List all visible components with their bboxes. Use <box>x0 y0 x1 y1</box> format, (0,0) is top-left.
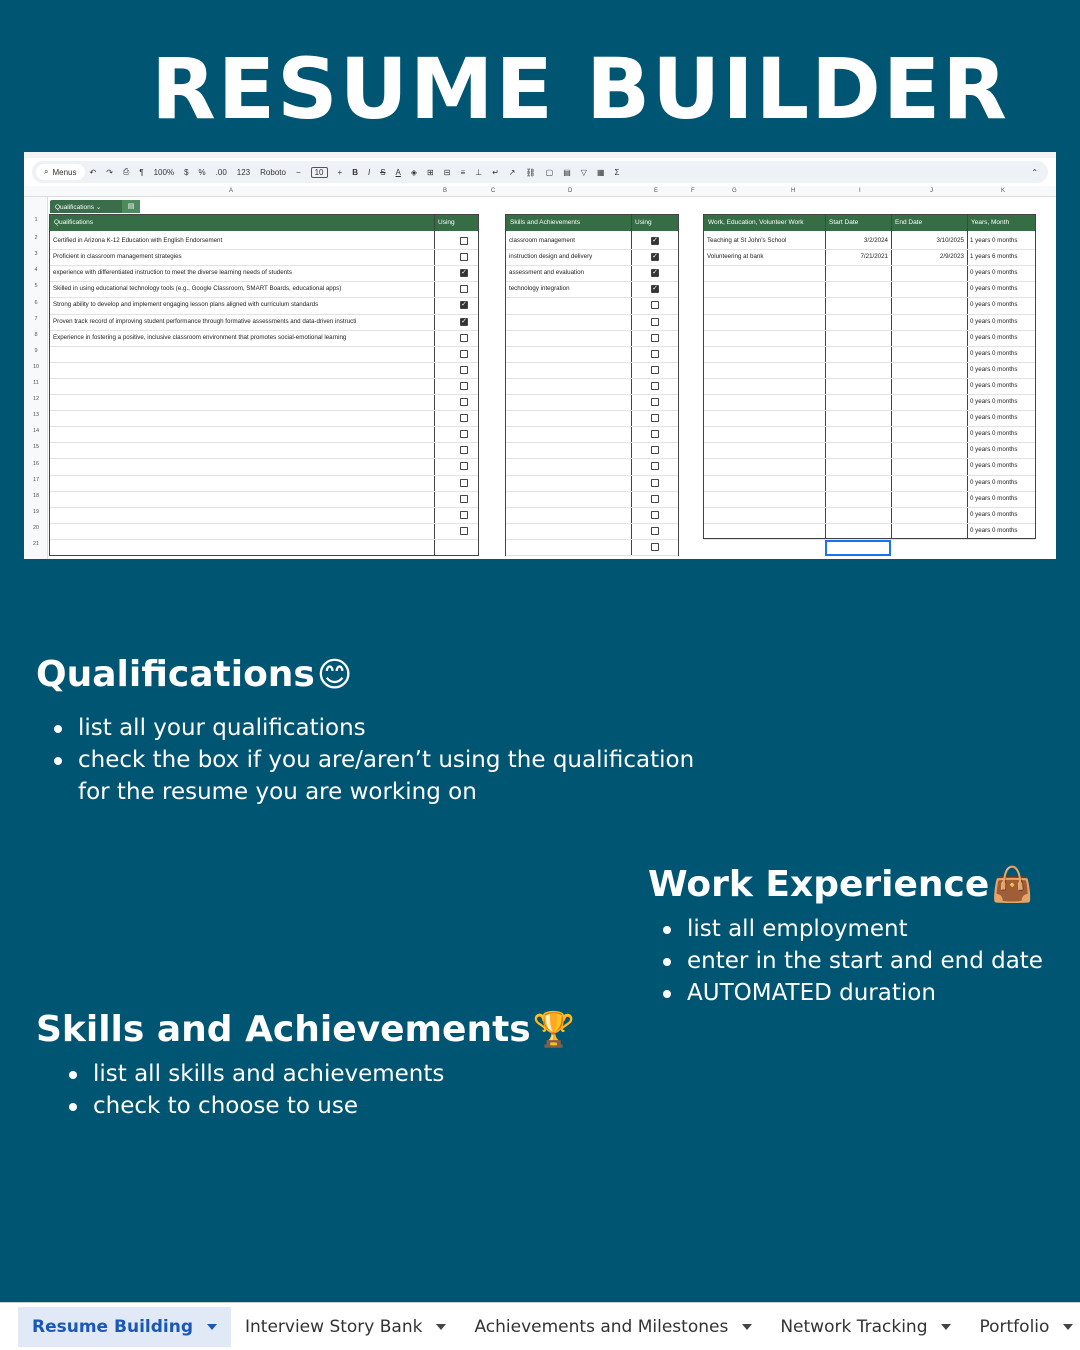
align-icon[interactable]: ≡ <box>460 167 466 177</box>
qualifications-cell[interactable]: Proficient in classroom management strategies <box>53 253 182 261</box>
work-cell[interactable]: 1 years 0 months <box>970 237 1018 244</box>
row-divider <box>506 330 678 331</box>
text-color-button[interactable]: A <box>395 167 401 177</box>
using-checkbox[interactable] <box>651 462 659 470</box>
search-menus[interactable] <box>36 164 85 180</box>
row-header[interactable]: 3 <box>34 251 38 258</box>
row-header[interactable]: 8 <box>34 331 38 338</box>
list-item: list all skills and achievements <box>67 1058 587 1090</box>
row-divider <box>506 523 678 524</box>
row-divider <box>506 426 678 427</box>
font-size-input[interactable]: 10 <box>311 167 328 178</box>
duration-cell[interactable]: 0 years 0 months <box>970 398 1018 405</box>
paint-format-icon[interactable]: ¶ <box>139 167 144 177</box>
duration-cell[interactable]: 0 years 0 months <box>970 349 1018 357</box>
row-divider <box>50 314 478 315</box>
column-header[interactable]: J <box>930 188 933 194</box>
duration-cell[interactable]: 0 years 0 months <box>970 494 1018 502</box>
row-divider <box>506 442 678 443</box>
using-checkbox[interactable] <box>651 334 659 342</box>
qualifications-cell[interactable]: Certified in Arizona K-12 Education with English Endorsement <box>53 237 223 244</box>
tab-interview-story-bank[interactable] <box>231 1307 460 1347</box>
using-checkbox[interactable] <box>460 495 468 503</box>
filter-views-icon[interactable]: ▦ <box>596 167 605 177</box>
work-header[interactable]: Start Date <box>825 215 891 231</box>
row-divider <box>506 249 678 250</box>
work-table <box>703 214 1036 539</box>
row-header[interactable]: 16 <box>32 460 40 467</box>
work-cell[interactable]: 2/9/2023 <box>939 253 964 261</box>
using-checkbox[interactable] <box>651 414 659 422</box>
work-header[interactable]: Work, Education, Volunteer Work <box>704 215 825 231</box>
row-divider <box>506 378 678 379</box>
row-divider <box>704 491 1035 492</box>
row-headers <box>24 197 48 559</box>
table-menu-icon[interactable]: ▤ <box>122 200 140 213</box>
row-divider <box>50 426 478 427</box>
using-checkbox[interactable] <box>460 366 468 374</box>
redo-icon[interactable]: ↷ <box>106 167 113 177</box>
work-header[interactable]: End Date <box>891 215 967 231</box>
row-divider <box>506 362 678 363</box>
row-divider <box>506 475 678 476</box>
row-header[interactable]: 20 <box>32 524 40 531</box>
column-header[interactable]: D <box>568 188 573 194</box>
tab-resume-building[interactable] <box>18 1307 231 1347</box>
row-header[interactable]: 11 <box>33 380 39 386</box>
row-header[interactable]: 4 <box>34 267 38 274</box>
tab-label: Interview Story Bank <box>245 1316 423 1337</box>
row-header[interactable]: 18 <box>32 492 40 499</box>
duration-cell[interactable]: 0 years 0 months <box>970 478 1018 486</box>
row-divider <box>704 330 1035 331</box>
column-header[interactable]: G <box>732 188 737 194</box>
row-divider <box>506 539 678 540</box>
column-header[interactable]: B <box>443 188 448 194</box>
row-divider <box>50 458 478 459</box>
row-header[interactable]: 9 <box>34 347 38 354</box>
column-header[interactable]: F <box>691 188 695 194</box>
collapse-toolbar-icon[interactable]: ⌃ <box>1031 167 1038 177</box>
using-checkbox[interactable] <box>460 334 468 342</box>
borders-icon[interactable]: ⊞ <box>427 167 434 177</box>
qualifications-cell[interactable]: experience with differentiated instruction to meet the diverse learning needs of students <box>53 269 292 277</box>
using-checkbox[interactable] <box>460 350 468 358</box>
bold-button[interactable]: B <box>352 167 358 177</box>
list-item: enter in the start and end date <box>661 945 1071 977</box>
using-checkbox[interactable] <box>460 398 468 406</box>
row-divider <box>50 362 478 363</box>
duration-cell[interactable]: 0 years 0 months <box>970 414 1018 422</box>
duration-cell[interactable]: 0 years 0 months <box>970 365 1018 373</box>
handbag-icon: 👜 <box>991 865 1034 905</box>
zoom-select[interactable]: 100% <box>153 167 175 177</box>
work-cell[interactable]: 3/10/2025 <box>936 237 964 244</box>
row-divider <box>50 281 478 282</box>
skills-heading <box>36 1009 575 1050</box>
column-divider <box>825 215 826 538</box>
column-divider <box>967 215 968 538</box>
row-divider <box>50 523 478 524</box>
duration-cell[interactable]: 0 years 0 months <box>970 285 1018 293</box>
using-checkbox[interactable] <box>460 430 468 438</box>
using-checkbox[interactable] <box>651 430 659 438</box>
using-checkbox[interactable] <box>651 446 659 454</box>
number-format-button[interactable]: 123 <box>236 167 251 177</box>
work-experience-heading <box>648 864 1034 905</box>
font-size-increase[interactable]: + <box>337 167 343 177</box>
row-divider <box>50 378 478 379</box>
duration-cell[interactable]: 0 years 0 months <box>970 526 1018 534</box>
row-header[interactable]: 14 <box>32 428 40 435</box>
using-checkbox[interactable] <box>651 366 659 374</box>
row-divider <box>704 265 1035 266</box>
row-header[interactable]: 12 <box>32 396 40 403</box>
row-divider <box>506 491 678 492</box>
row-header[interactable]: 2 <box>34 235 38 242</box>
using-checkbox[interactable] <box>651 301 659 309</box>
strikethrough-button[interactable]: S <box>380 167 386 177</box>
row-divider <box>50 507 478 508</box>
sheet-tab-bar <box>0 1302 1080 1350</box>
duration-cell[interactable]: 0 years 0 months <box>970 381 1018 389</box>
row-divider <box>704 378 1035 379</box>
row-divider <box>50 394 478 395</box>
fill-color-icon[interactable]: ◈ <box>410 167 418 177</box>
row-header[interactable]: 17 <box>32 476 40 483</box>
using-checkbox[interactable] <box>460 382 468 390</box>
duration-cell[interactable]: 0 years 0 months <box>970 301 1018 309</box>
column-header[interactable]: C <box>491 188 496 194</box>
row-divider <box>50 346 478 347</box>
column-header[interactable]: E <box>654 188 659 194</box>
qualifications-cell[interactable]: Proven track record of improving student performance through formative assessments and data-driven instructi <box>53 317 357 325</box>
chevron-down-icon[interactable] <box>1063 1324 1073 1330</box>
using-checkbox[interactable] <box>651 350 659 358</box>
duration-cell[interactable]: 0 years 0 months <box>970 430 1018 438</box>
list-item: AUTOMATED duration <box>661 977 1071 1009</box>
tab-label: Portfolio <box>979 1316 1050 1337</box>
row-divider <box>506 507 678 508</box>
using-checkbox[interactable]: ✓ <box>652 253 658 261</box>
using-checkbox[interactable] <box>651 495 659 503</box>
using-checkbox[interactable]: ✓ <box>652 269 658 277</box>
row-divider <box>506 346 678 347</box>
page-title: RESUME BUILDER <box>151 40 1009 138</box>
using-checkbox[interactable] <box>651 527 659 535</box>
row-divider <box>50 442 478 443</box>
list-item: check to choose to use <box>67 1090 587 1122</box>
row-header[interactable]: 7 <box>34 315 38 322</box>
font-size-decrease[interactable]: − <box>295 167 301 177</box>
decimal-button[interactable]: .00 <box>215 167 227 177</box>
row-divider <box>50 297 478 298</box>
using-checkbox[interactable] <box>651 398 659 406</box>
using-checkbox[interactable] <box>460 511 468 519</box>
qualifications-bullets <box>52 712 732 808</box>
merge-icon[interactable]: ⊟ <box>443 167 451 177</box>
row-divider <box>506 281 678 282</box>
using-checkbox[interactable]: ✓ <box>461 317 467 325</box>
qualifications-table <box>49 214 479 556</box>
work-header[interactable]: Years, Month <box>967 215 1035 231</box>
using-checkbox[interactable]: ✓ <box>652 237 658 244</box>
chevron-down-icon[interactable] <box>436 1324 446 1330</box>
table-tag-label: Qualifications <box>55 204 95 211</box>
list-item: list all your qualifications <box>52 712 732 744</box>
chevron-down-icon[interactable] <box>207 1324 217 1330</box>
column-header[interactable]: I <box>859 188 861 194</box>
row-divider <box>704 314 1035 315</box>
qualifications-cell[interactable]: Strong ability to develop and implement engaging lesson plans aligned with curriculum standards <box>53 301 319 309</box>
row-divider <box>50 475 478 476</box>
menu-bar <box>24 152 1056 158</box>
skills-heading-text: Skills and Achievements <box>36 1009 531 1050</box>
skills-using-header[interactable]: Using <box>631 215 678 231</box>
using-checkbox[interactable] <box>651 318 659 326</box>
tab-achievements-and-milestones[interactable] <box>460 1307 766 1347</box>
valign-icon[interactable]: ⊥ <box>475 167 483 177</box>
trophy-icon: 🏆 <box>532 1010 576 1050</box>
row-divider <box>506 394 678 395</box>
list-item: list all employment <box>661 913 1071 945</box>
row-divider <box>704 410 1035 411</box>
work-cell[interactable]: Teaching at St John's School <box>707 237 787 244</box>
search-menus-label: Menus <box>52 167 77 177</box>
font-select[interactable]: Roboto <box>260 167 286 177</box>
using-checkbox[interactable] <box>460 462 468 470</box>
row-divider <box>50 265 478 266</box>
list-item: check the box if you are/aren’t using the qualification for the resume you are working on <box>52 744 732 808</box>
tab-label: Network Tracking <box>780 1316 928 1337</box>
row-divider <box>704 442 1035 443</box>
selected-cell[interactable] <box>825 540 891 556</box>
row-divider <box>506 265 678 266</box>
using-checkbox[interactable] <box>651 511 659 519</box>
work-cell[interactable]: 7/21/2021 <box>860 253 888 261</box>
row-divider <box>50 410 478 411</box>
column-header[interactable]: K <box>1001 188 1006 194</box>
chart-icon[interactable]: ▤ <box>563 167 571 177</box>
row-divider <box>506 458 678 459</box>
qualifications-heading-text: Qualifications <box>36 654 315 695</box>
tab-portfolio[interactable] <box>965 1307 1080 1347</box>
using-checkbox[interactable] <box>651 543 659 551</box>
row-header[interactable]: 1 <box>34 217 38 223</box>
row-divider <box>506 410 678 411</box>
work-experience-bullets <box>661 913 1071 1009</box>
toolbar <box>32 161 1048 183</box>
tab-label: Resume Building <box>32 1316 193 1337</box>
row-divider <box>704 426 1035 427</box>
row-divider <box>704 458 1035 459</box>
qualifications-header: Qualifications <box>50 215 434 231</box>
row-divider <box>704 394 1035 395</box>
currency-button[interactable]: $ <box>184 167 189 177</box>
row-divider <box>704 362 1035 363</box>
row-divider <box>704 523 1035 524</box>
italic-button[interactable]: I <box>367 167 371 177</box>
using-checkbox[interactable] <box>460 237 468 245</box>
qualifications-cell[interactable]: Experience in fostering a positive, inclusive classroom environment that promotes social-emotional learning <box>53 333 347 341</box>
using-checkbox[interactable] <box>651 479 659 487</box>
smile-icon: 😊 <box>316 655 353 695</box>
row-divider <box>506 314 678 315</box>
qualifications-heading <box>36 654 352 695</box>
column-headers <box>24 186 1056 197</box>
skills-cell[interactable]: assessment and evaluation <box>509 269 584 277</box>
row-divider <box>704 297 1035 298</box>
using-checkbox[interactable] <box>460 479 468 487</box>
functions-button[interactable]: Σ <box>614 167 620 177</box>
duration-cell[interactable]: 0 years 0 months <box>970 269 1018 277</box>
wrap-icon[interactable]: ↵ <box>492 167 499 177</box>
row-header[interactable]: 19 <box>32 508 40 515</box>
using-checkbox[interactable] <box>460 527 468 535</box>
using-checkbox[interactable] <box>651 382 659 390</box>
using-checkbox[interactable] <box>460 285 468 293</box>
duration-cell[interactable]: 0 years 0 months <box>970 510 1018 518</box>
skills-table <box>505 214 679 556</box>
comment-icon[interactable]: ▢ <box>545 167 554 177</box>
skills-cell[interactable]: instruction design and delivery <box>509 253 593 261</box>
row-divider <box>704 346 1035 347</box>
search-icon: ⌕ <box>44 167 49 176</box>
work-cell[interactable]: 1 years 6 months <box>970 253 1018 261</box>
row-divider <box>704 281 1035 282</box>
using-checkbox[interactable] <box>460 446 468 454</box>
using-checkbox[interactable]: ✓ <box>461 301 467 309</box>
duration-cell[interactable]: 0 years 0 months <box>970 317 1018 325</box>
row-header[interactable]: 21 <box>32 541 40 547</box>
chevron-down-icon[interactable] <box>742 1324 752 1330</box>
column-divider <box>891 215 892 538</box>
column-header[interactable]: A <box>229 188 234 194</box>
using-checkbox[interactable] <box>460 253 468 261</box>
duration-cell[interactable]: 0 years 0 months <box>970 333 1018 341</box>
using-checkbox[interactable]: ✓ <box>461 269 467 277</box>
spreadsheet-screenshot <box>24 152 1056 559</box>
filter-icon[interactable]: ▽ <box>580 167 587 177</box>
row-divider <box>704 475 1035 476</box>
link-icon[interactable]: ⛓ <box>525 167 536 177</box>
tab-label: Achievements and Milestones <box>474 1316 729 1337</box>
print-icon[interactable]: ⎙ <box>122 167 130 176</box>
work-experience-heading-text: Work Experience <box>648 864 990 905</box>
duration-cell[interactable]: 0 years 0 months <box>970 462 1018 470</box>
work-cell[interactable]: 3/2/2024 <box>863 237 888 244</box>
using-checkbox[interactable]: ✓ <box>652 285 658 293</box>
percent-button[interactable]: % <box>198 167 206 177</box>
row-divider <box>704 249 1035 250</box>
rotate-icon[interactable]: ↗ <box>508 167 516 177</box>
row-header[interactable]: 15 <box>32 444 40 451</box>
chevron-down-icon[interactable] <box>941 1324 951 1330</box>
table-tag[interactable]: Qualifications ⌄ <box>50 200 140 213</box>
row-header[interactable]: 5 <box>34 283 38 290</box>
row-divider <box>704 507 1035 508</box>
skills-header: Skills and Achievements <box>506 215 631 231</box>
row-divider <box>50 330 478 331</box>
row-divider <box>50 249 478 250</box>
qualifications-cell[interactable]: Skilled in using educational technology tools (e.g., Google Classroom, SMART Boards, educational apps) <box>53 285 342 293</box>
skills-bullets <box>67 1058 587 1122</box>
column-header[interactable]: H <box>791 188 796 194</box>
row-divider <box>506 555 678 556</box>
undo-icon[interactable]: ↶ <box>89 167 97 177</box>
row-header[interactable]: 6 <box>34 299 38 306</box>
duration-cell[interactable]: 0 years 0 months <box>970 446 1018 454</box>
row-divider <box>50 539 478 540</box>
row-divider <box>506 297 678 298</box>
row-divider <box>50 491 478 492</box>
row-header[interactable]: 10 <box>32 363 40 370</box>
skills-cell[interactable]: technology integration <box>509 285 570 293</box>
row-header[interactable]: 13 <box>32 412 40 419</box>
skills-cell[interactable]: classroom management <box>509 237 576 244</box>
qualifications-using-header[interactable]: Using <box>434 215 478 231</box>
tab-network-tracking[interactable] <box>766 1307 965 1347</box>
using-checkbox[interactable] <box>460 414 468 422</box>
work-cell[interactable]: Volunteering at bank <box>707 253 764 261</box>
